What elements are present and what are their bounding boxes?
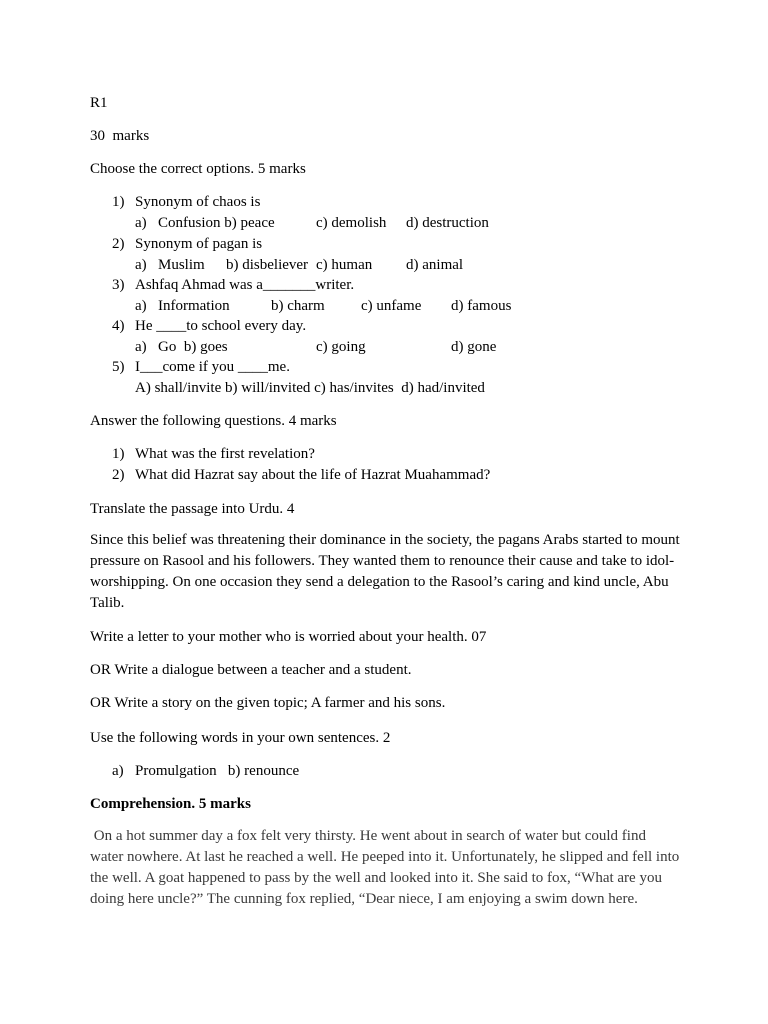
mcq-number: 4): [112, 318, 125, 334]
option: Confusion b) peace: [158, 215, 275, 231]
mcq-question: Synonym of pagan is: [135, 236, 263, 252]
option: d) destruction: [406, 215, 489, 231]
option: Information: [158, 298, 230, 314]
comprehension-heading: Comprehension. 5 marks: [90, 796, 251, 812]
paper-code: R1: [90, 95, 108, 111]
mcq-heading: Choose the correct options. 5 marks: [90, 161, 306, 177]
translation-passage: Since this belief was threatening their dominance in the society, the pagans Arabs started to mount pressure on Rasool and his followers. They wanted them to renounce their cause and take to idol-worshipping. On one occasion they send a delegation to the Rasool’s caring and kind uncle, Abu Talib.: [90, 532, 680, 611]
mcq-number: 5): [112, 359, 125, 375]
option: d) famous: [451, 298, 512, 314]
question-number: 2): [112, 467, 125, 483]
story-task: OR Write a story on the given topic; A farmer and his sons.: [90, 695, 446, 711]
question-number: 1): [112, 446, 125, 462]
dialogue-task: OR Write a dialogue between a teacher and a student.: [90, 662, 412, 678]
option: d) gone: [451, 339, 497, 355]
option: Go b) goes: [158, 339, 228, 355]
mcq-question: Ashfaq Ahmad was a_______writer.: [135, 277, 355, 293]
mcq-number: 1): [112, 194, 125, 210]
comprehension-passage: On a hot summer day a fox felt very thirsty. He went about in search of water but could find water nowhere. At last he reached a well. He peeped into it. Unfortunately, he slipped and fell into the well. A goat happened to pass by the well and looked into it. She said to fox, “What are you doing here uncle?” The cunning fox replied, “Dear niece, I am enjoying a swim down here.: [90, 828, 683, 907]
option: d) animal: [406, 257, 464, 273]
option-label: a): [135, 215, 147, 231]
letter-task: Write a letter to your mother who is worried about your health. 07: [90, 629, 487, 645]
word-item-label: a): [112, 763, 124, 779]
questions-heading: Answer the following questions. 4 marks: [90, 413, 337, 429]
word-items: Promulgation b) renounce: [135, 763, 300, 779]
mcq-question: He ____to school every day.: [135, 318, 307, 334]
option-label: a): [135, 257, 147, 273]
option-label: a): [135, 298, 147, 314]
mcq-question: Synonym of chaos is: [135, 194, 261, 210]
mcq-question: I___come if you ____me.: [135, 359, 290, 375]
question-text: What was the first revelation?: [135, 446, 315, 462]
option-label: a): [135, 339, 147, 355]
option: Muslim: [158, 257, 205, 273]
option: c) human: [316, 257, 373, 273]
mcq-number: 2): [112, 236, 125, 252]
translation-heading: Translate the passage into Urdu. 4: [90, 501, 295, 517]
sentences-heading: Use the following words in your own sentences. 2: [90, 730, 391, 746]
option: c) unfame: [361, 298, 422, 314]
mcq-number: 3): [112, 277, 125, 293]
option: c) demolish: [316, 215, 387, 231]
option: b) disbeliever: [226, 257, 309, 273]
option: c) going: [316, 339, 366, 355]
total-marks: 30 marks: [90, 128, 150, 144]
question-text: What did Hazrat say about the life of Hazrat Muahammad?: [135, 467, 491, 483]
option: b) charm: [271, 298, 325, 314]
option: A) shall/invite b) will/invited c) has/invites d) had/invited: [135, 380, 485, 396]
